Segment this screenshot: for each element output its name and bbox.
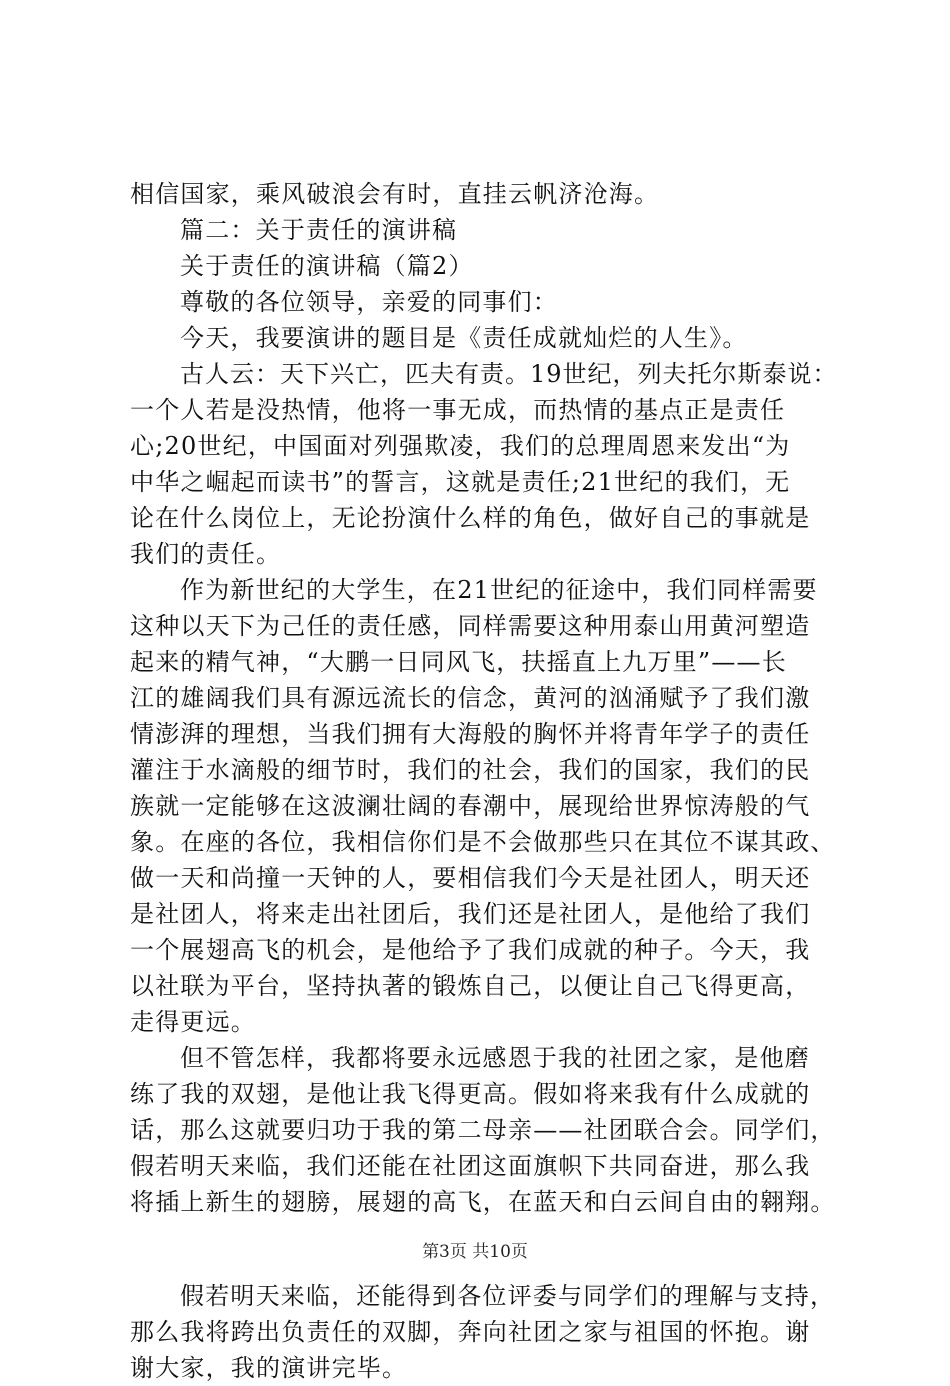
text-line: 做一天和尚撞一天钟的人，要相信我们今天是社团人，明天还 (130, 864, 811, 892)
text-line: 假若明天来临，还能得到各位评委与同学们的理解与支持， (180, 1282, 836, 1310)
text-line: 相信国家，乘风破浪会有时，直挂云帆济沧海。 (130, 180, 660, 208)
text-line: 今天，我要演讲的题目是《责任成就灿烂的人生》。 (180, 324, 748, 352)
text-line: 起来的精气神，“大鹏一日同风飞，扶摇直上九万里”——长 (130, 648, 787, 676)
text-line: 族就一定能够在这波澜壮阔的春潮中，展现给世界惊涛般的气 (130, 792, 811, 820)
text-line: 这种以天下为己任的责任感，同样需要这种用泰山用黄河塑造 (130, 612, 811, 640)
text-line: 作为新世纪的大学生，在21世纪的征途中，我们同样需要 (180, 576, 818, 604)
text-line: 练了我的双翅，是他让我飞得更高。假如将来我有什么成就的 (130, 1080, 811, 1108)
text-line: 谢大家，我的演讲完毕。 (130, 1354, 408, 1382)
text-line: 将插上新生的翅膀，展翅的高飞，在蓝天和白云间自由的翱翔。 (130, 1188, 836, 1216)
text-line: 关于责任的演讲稿（篇2） (180, 252, 474, 280)
text-line: 一个人若是没热情，他将一事无成，而热情的基点正是责任 (130, 396, 786, 424)
text-line: 论在什么岗位上，无论扮演什么样的角色，做好自己的事就是 (130, 504, 811, 532)
text-line: 象。在座的各位，我相信你们是不会做那些只在其位不谋其政、 (130, 828, 836, 856)
text-line: 心;20世纪，中国面对列强欺凌，我们的总理周恩来发出“为 (130, 432, 791, 460)
page-footer: 第3页 共10页 (422, 1242, 528, 1262)
text-line: 中华之崛起而读书”的誓言，这就是责任;21世纪的我们，无 (130, 468, 791, 496)
text-line: 尊敬的各位领导，亲爱的同事们： (180, 288, 558, 316)
text-line: 那么我将跨出负责任的双脚，奔向社团之家与祖国的怀抱。谢 (130, 1318, 811, 1346)
text-line: 走得更远。 (130, 1008, 256, 1036)
text-line: 情澎湃的理想，当我们拥有大海般的胸怀并将青年学子的责任 (130, 720, 811, 748)
text-line: 以社联为平台，坚持执著的锻炼自己，以便让自己飞得更高， (130, 972, 811, 1000)
text-line: 我们的责任。 (130, 540, 282, 568)
text-line: 江的雄阔我们具有源远流长的信念，黄河的汹涌赋予了我们激 (130, 684, 811, 712)
text-line: 篇二：关于责任的演讲稿 (180, 216, 458, 244)
text-line: 灌注于水滴般的细节时，我们的社会，我们的国家，我们的民 (130, 756, 811, 784)
document-body (130, 176, 840, 1386)
text-line: 是社团人，将来走出社团后，我们还是社团人，是他给了我们 (130, 900, 811, 928)
text-line: 一个展翅高飞的机会，是他给予了我们成就的种子。今天，我 (130, 936, 811, 964)
text-line: 话，那么这就要归功于我的第二母亲——社团联合会。同学们， (130, 1116, 836, 1144)
text-line: 但不管怎样，我都将要永远感恩于我的社团之家，是他磨 (180, 1044, 810, 1072)
text-line: 古人云：天下兴亡，匹夫有责。19世纪，列夫托尔斯泰说： (180, 360, 838, 388)
text-line: 假若明天来临，我们还能在社团这面旗帜下共同奋进，那么我 (130, 1152, 811, 1180)
